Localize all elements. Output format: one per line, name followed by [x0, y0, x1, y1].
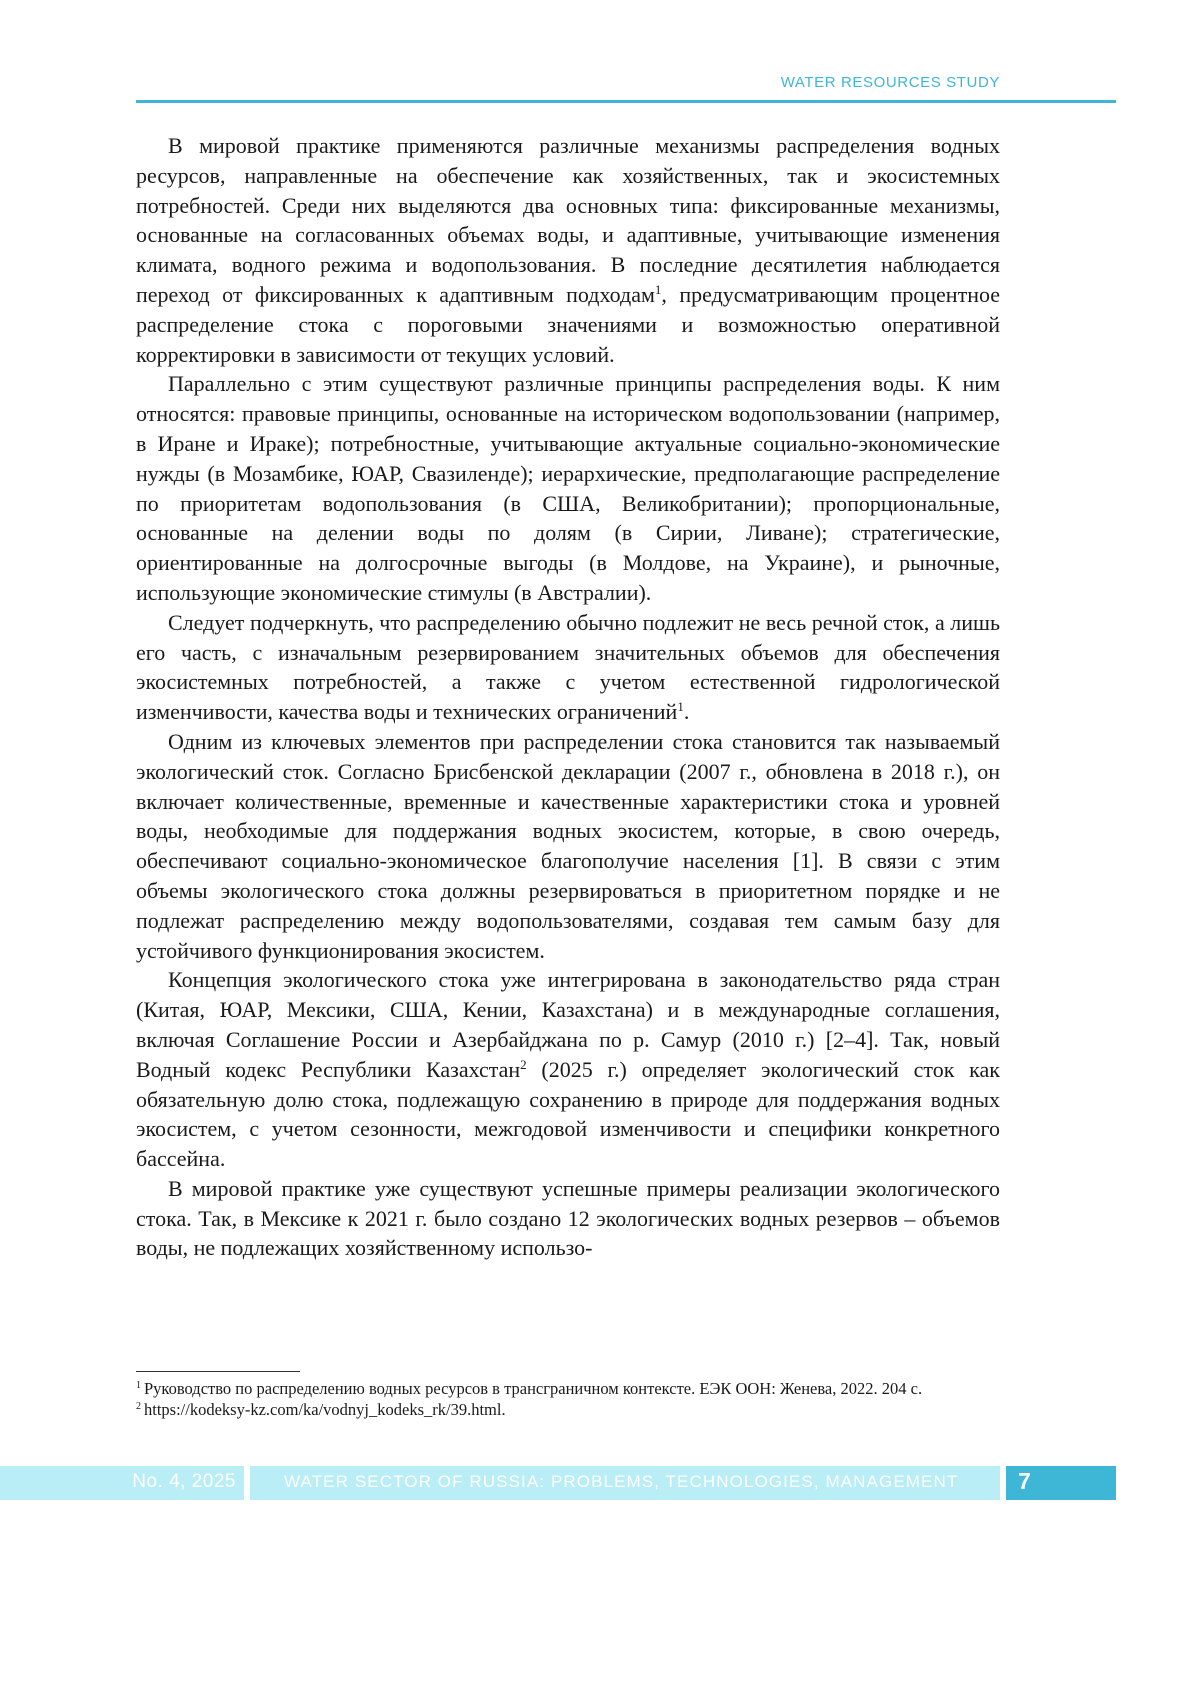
paragraph-text: В мировой практике уже существуют успешные примеры реализации экологического стока. Так, в Мексике к 2021 г. было создано 12 экологических водных резервов – объемов воды, не подлежащих хозяйственному использо- — [136, 1175, 1000, 1261]
paragraph — [136, 608, 1000, 727]
footer-issue: No. 4, 2025 — [132, 1471, 236, 1492]
paragraph — [136, 965, 1000, 1174]
header-rule — [136, 100, 1116, 103]
page-number: 7 — [1018, 1468, 1031, 1494]
paragraph — [136, 369, 1000, 607]
footer-journal-block — [250, 1466, 1000, 1500]
paragraph — [136, 727, 1000, 965]
paragraph-text: Параллельно с этим существуют различные принципы распределения воды. К ним относятся: правовые принципы, основанные на историческом водопользовании (например, в Иране и Ираке); потребностные, учитывающие актуальные социально-экономические нужды (в Мозамбике, ЮАР, Свазиленде); иерархические, предполагающие распределение по приоритетам водопользования (в США, Великобритании); пропорциональные, основанные на делении воды по долям (в Сирии, Ливане); стратегические, ориентированные на долгосрочные выгоды (в Молдове, на Украине), и рыночные, использующие экономические стимулы (в Австралии). — [136, 371, 1000, 605]
footnote-ref[interactable]: 1 — [677, 699, 684, 715]
paragraph-text: (2025 г.) определяет экологический сток как обязательную долю стока, подлежащую сохранению в природе для поддержания водных экосистем, с учетом сезонности, межгодовой изменчивости и специфики конкретного бассейна. — [136, 1056, 1000, 1172]
footer-issue-block — [0, 1466, 244, 1500]
footnote-ref[interactable]: 1 — [654, 281, 662, 297]
paragraph-text: . — [683, 699, 690, 725]
footnote — [136, 1378, 1000, 1399]
article-body — [136, 131, 1000, 1263]
footnote-separator — [136, 1371, 300, 1372]
footer-page-block — [1006, 1466, 1116, 1500]
paragraph-text: Одним из ключевых элементов при распределении стока становится так называемый экологический сток. Согласно Брисбенской декларации (2007 г., обновлена в 2018 г.), он включает количественные, временные и качественные характеристики стока и уровней воды, необходимые для поддержания водных экосистем, которые, в свою очередь, обеспечивают социально-экономическое благополучие населения [1]. В связи с этим объемы экологического стока должны резервироваться в приоритетном порядке и не подлежат распределению между водопользователями, создавая тем самым базу для устойчивого функционирования экосистем. — [136, 728, 1000, 963]
footnote-ref[interactable]: 2 — [520, 1056, 527, 1072]
footnote-text: Руководство по распределению водных ресурсов в трансграничном контексте. ЕЭК ООН: Женева, 2022. 204 с. — [144, 1379, 923, 1398]
paragraph-text: Следует подчеркнуть, что распределению обычно подлежит не весь речной сток, а лишь его часть, с изначальным резервированием значительных объемов для обеспечения экосистемных потребностей, а также с учетом естественной гидрологической изменчивости, качества воды и технических ограничений — [136, 609, 1000, 725]
footnote-number: 1 — [136, 1380, 141, 1391]
paragraph-text: В мировой практике применяются различные механизмы распределения водных ресурсов, направленные на обеспечение как хозяйственных, так и экосистемных потребностей. Среди них выделяются два основных типа: фиксированные механизмы, основанные на согласованных объемах воды, и адаптивные, учитывающие изменения климата, водного режима и водопользования. В последние десятилетия наблюдается переход от фиксированных к адаптивным подходам — [136, 133, 1000, 307]
running-header-title: WATER RESOURCES STUDY — [780, 74, 1000, 91]
footnote — [136, 1399, 1000, 1420]
paragraph-text: Концепция экологического стока уже интегрирована в законодательство ряда стран (Китая, ЮАР, Мексики, США, Кении, Казахстана) и в международные соглашения, включая Соглашение России и Азербайджана по р. Самур (2010 г.) [2–4]. Так, новый Водный кодекс Республики Казахстан — [136, 967, 1000, 1082]
paragraph-text: , предусматривающим процентное распределение стока с пороговыми значениями и возможностью оперативной корректировки в зависимости от текущих условий. — [136, 281, 1000, 367]
paragraph — [136, 131, 1000, 369]
footer-journal-title: WATER SECTOR OF RUSSIA: PROBLEMS, TECHNOLOGIES, MANAGEMENT — [284, 1472, 959, 1491]
footnote-number: 2 — [136, 1401, 141, 1412]
paragraph — [136, 1174, 1000, 1263]
footnote-link[interactable]: https://kodeksy-kz.com/ka/vodnyj_kodeks_rk/39.html. — [144, 1400, 506, 1419]
footnotes — [136, 1378, 1000, 1420]
